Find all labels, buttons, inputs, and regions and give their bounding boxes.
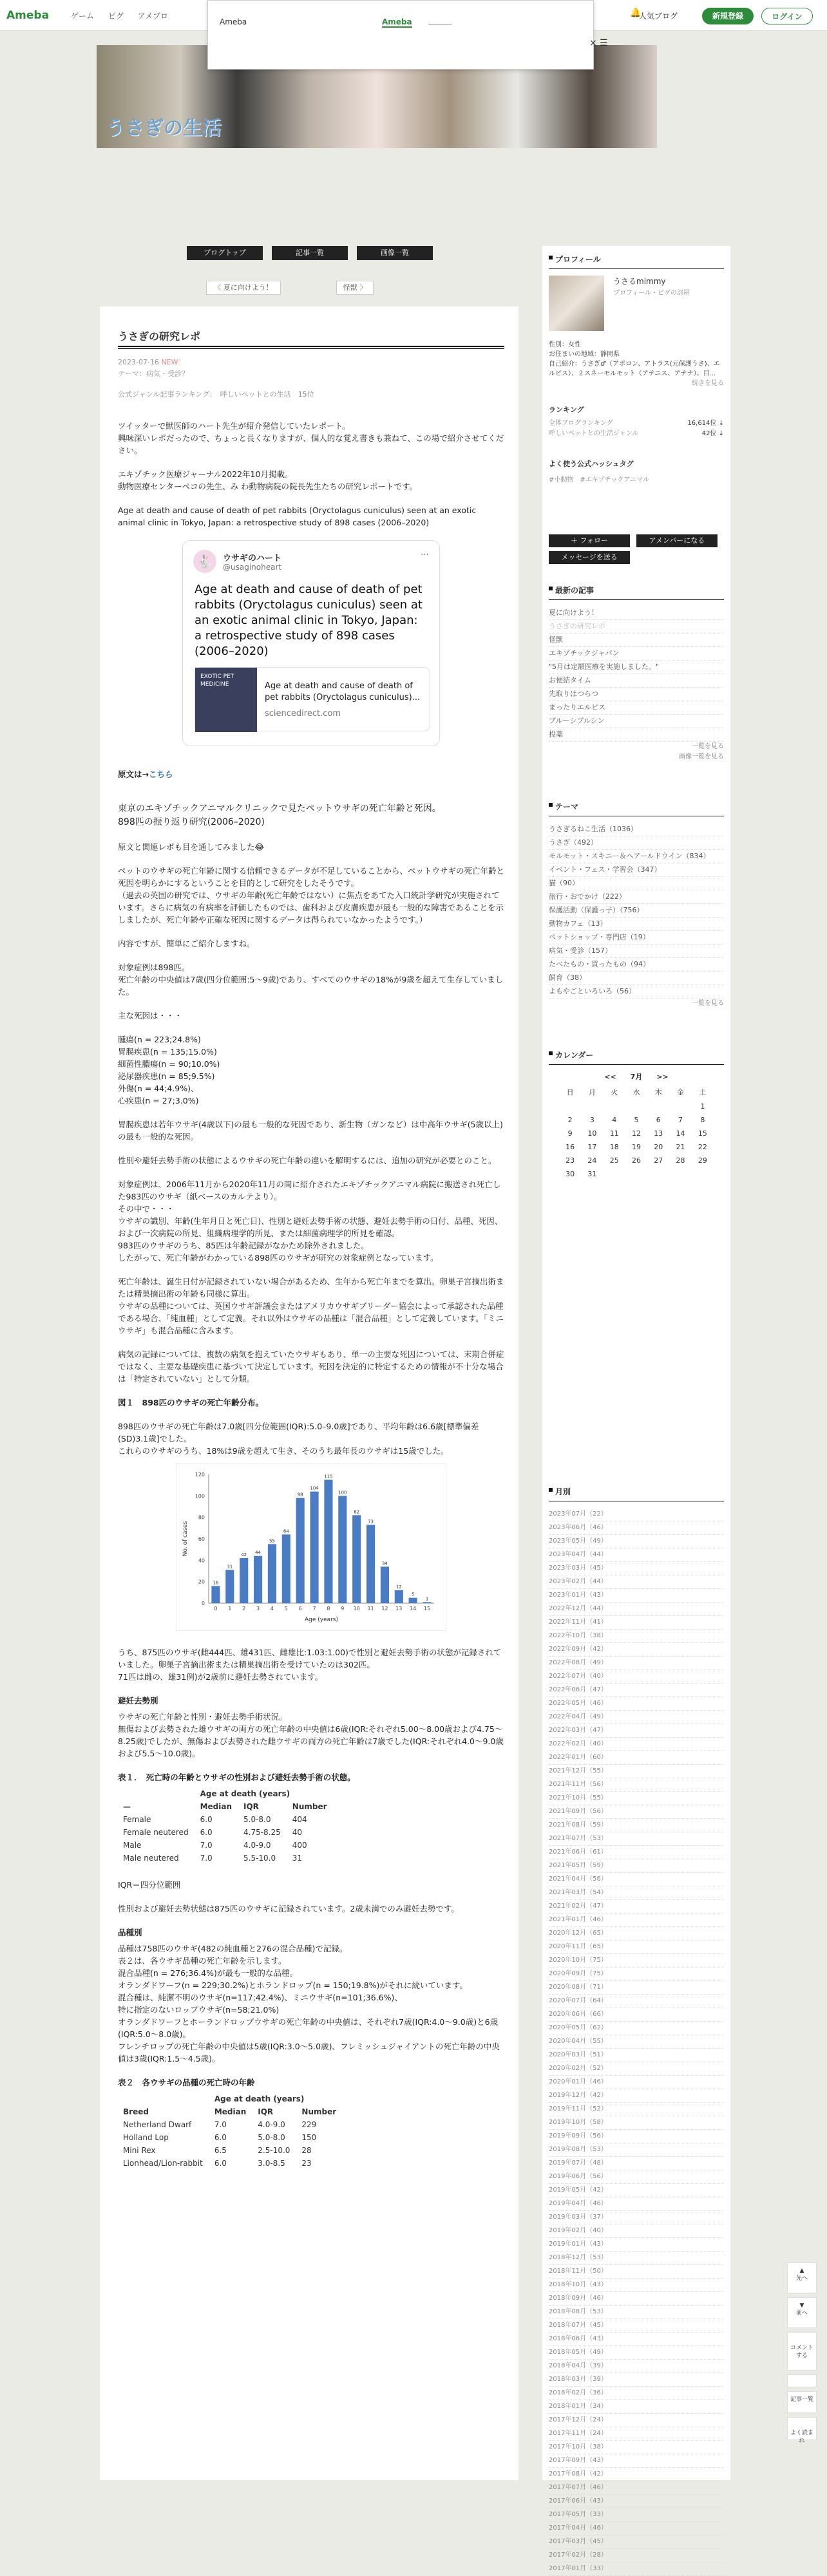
table-row: Holland Lop 6.0 5.0-8.0 150: [123, 2133, 317, 2142]
blog-toolbar: [187, 246, 457, 261]
body-paragraph: 病気の記録については、複数の病気を抱えていたウサギもあり、単一の主要な死因については、末期合併症ではなく、主要な基礎疾患に基づいて決定しています。死因を決定的に特定するための情報が不十分な場合は「特定されていない」として分類。: [118, 1349, 504, 1384]
bar: [381, 1566, 389, 1603]
body-paragraph: 内容ですが、簡単にご紹介しますね。: [118, 939, 255, 948]
article-theme: テーマ：病気・受診？: [118, 370, 189, 378]
archive-month-link[interactable]: 2020年03月（51）: [549, 2049, 724, 2062]
popular-rail-button[interactable]: よく読まれ: [787, 2417, 817, 2440]
register-button[interactable]: 新規登録: [702, 8, 754, 24]
x-tick-label: 2: [242, 1606, 246, 1612]
archive-month-link[interactable]: 2023年07月（22）: [549, 1508, 724, 1521]
archive-month-link[interactable]: 2021年10月（55）: [549, 1792, 724, 1805]
x-tick-label: 13: [395, 1606, 403, 1612]
archive-month-link[interactable]: 2019年08月（53）: [549, 2143, 724, 2157]
tweet-text: Age at death and cause of death of pet rabbits (Oryctolagus cuniculus) seen at an exotic animal clinic in Tokyo, Japan: a retrospective study of 898 cases (2006–2020): [195, 583, 423, 658]
read-more-link[interactable]: 続きを見る: [692, 380, 724, 387]
archive-month-link[interactable]: 2019年02月（40）: [549, 2224, 724, 2238]
figure-caption: 図１ 898匹のウサギの死亡年齢分布。: [118, 1398, 264, 1407]
archive-month-link[interactable]: 2019年03月（37）: [549, 2211, 724, 2224]
table-row: Female neutered 6.0 4.75-8.25 40: [123, 1828, 303, 1837]
x-tick-label: 10: [353, 1606, 360, 1612]
panel-tab-ameba-active[interactable]: Ameba: [382, 17, 412, 26]
archive-month-link[interactable]: 2022年06月（47）: [549, 1684, 724, 1697]
sidebar: [542, 246, 730, 2572]
archive-month-link[interactable]: 2023年03月（45）: [549, 1562, 724, 1575]
bar-value-label: 31: [227, 1564, 233, 1570]
table-row: Male 7.0 4.0-9.0 400: [123, 1841, 307, 1850]
archive-month-link[interactable]: 2023年04月（44）: [549, 1548, 724, 1562]
section-title: 月別: [549, 1486, 724, 1501]
article-column: [100, 306, 518, 2480]
section-title: プロフィール: [549, 254, 724, 269]
theme-link[interactable]: 病気・受診？: [146, 370, 189, 378]
body-paragraph: 死亡年齢は、誕生日付が記録されていない場合があるため、生年から死亡年までを算出。卵巣子宮摘出術または精巣摘出術の年齢も同様に算出。 ウサギの品種については、英国ウサギ評議会またはアメリカウサギブリーダー協会によって承認された品種である場合、「純血種」として定義。それ以外はウサギの品種は「混合品種」として定義しています。「ミニウサギ」も混合品種に含みます。: [118, 1277, 504, 1335]
table-header: IQR: [243, 1802, 259, 1811]
archive-month-link[interactable]: 2021年04月（56）: [549, 1873, 724, 1886]
journal-paragraph: エキゾチック医療ジャーナル2022年10月掲載。 動物医療センターペコの先生、み わ動物病院の院長先生たちの研究レポートです。: [118, 469, 417, 491]
bar: [268, 1544, 276, 1603]
body-paragraph: 品種は758匹のウサギ(482の純血種と276の混合品種)で記録。 表２は、各ウサギ品種の死亡年齢を示します。 混合品種(n = 276;36.4%)が最も一般的な品種。 オランダドワーフ(n = 229;30.2%)とホランドロップ(n = 150;19.8%)がそれに続いています。 混合種は、純潔不明のウサギ(n=117;42.4%)、ミニウサギ(n=101;36.6%)、 特に指定のないロップウサギ(n=58;21.0%) オランダドワーフとホーランドロップウサギの死亡年齢の中央値は、それぞれ7歳(IQR:4.0〜9.0歳)と6歳(IQR:5.0〜8.0歳)。 フレンチロップの死亡年齢の中央値は5歳(IQR:3.0〜5.0歳)、フレミッシュジャイアントの死亡年齢の中央値は3歳(IQR:1.5〜4.5歳)。: [118, 1944, 500, 2064]
archive-month-link[interactable]: 2017年10月（38）: [549, 2441, 724, 2454]
intro-paragraph: ツイッターで獣医師のハート先生が紹介発信していたレポート。 興味深いレポだったので、ちょっと長くなりますが、個人的な覚え書きも兼ねて、この場で紹介させてください。: [118, 421, 504, 455]
x-tick-label: 12: [381, 1606, 388, 1612]
title-rule: [118, 346, 504, 349]
archive-month-link[interactable]: 2018年12月（53）: [549, 2252, 724, 2265]
calendar-week[interactable]: 1: [700, 1102, 705, 1111]
archive-month-link[interactable]: 2017年09月（43）: [549, 2454, 724, 2468]
section-heading: 品種別: [118, 1928, 142, 1937]
table-row: Netherland Dwarf 7.0 4.0-9.0 229: [123, 2120, 317, 2129]
theme-more-link[interactable]: 一覧を見る: [692, 1000, 724, 1007]
monthly-list: [549, 1508, 724, 2576]
section-heading: 避妊去勢別: [118, 1696, 158, 1706]
archive-month-link[interactable]: 2017年02月（28）: [549, 2549, 724, 2562]
article-list-rail-button[interactable]: 記事一覧: [787, 2391, 817, 2413]
ranking-title: ランキング: [549, 406, 584, 414]
archive-month-link[interactable]: 2022年07月（40）: [549, 1670, 724, 1684]
bar-value-label: 12: [395, 1584, 402, 1590]
table-header: Number: [301, 2107, 337, 2116]
image-list-link[interactable]: 画像一覧を見る: [679, 753, 724, 760]
table-sex-neuter: [120, 1787, 336, 1865]
archive-month-link[interactable]: 2021年07月（53）: [549, 1832, 724, 1846]
login-button[interactable]: ログイン: [761, 8, 813, 24]
archive-month-link[interactable]: 2020年11月（65）: [549, 1941, 724, 1954]
bar: [240, 1558, 248, 1603]
archive-month-link[interactable]: 2022年12月（44）: [549, 1603, 724, 1616]
x-axis-label: Age (years): [304, 1617, 339, 1623]
archive-month-link[interactable]: 2019年11月（52）: [549, 2103, 724, 2116]
bar-value-label: 98: [297, 1492, 303, 1498]
archive-month-link[interactable]: 2022年08月（49）: [549, 1657, 724, 1670]
bar-value-label: 104: [310, 1485, 319, 1491]
archive-month-link[interactable]: 2018年11月（50）: [549, 2265, 724, 2279]
archive-month-link[interactable]: 2018年10月（43）: [549, 2279, 724, 2292]
archive-month-link[interactable]: 2021年03月（54）: [549, 1886, 724, 1900]
nav-game[interactable]: ゲーム: [71, 12, 95, 21]
section-title: 最新の記事: [549, 585, 724, 600]
body-paragraph: 性別や避妊去勢手術の状態によるウサギの死亡年齢の違いを解明するには、追加の研究が必要とのこと。: [118, 1156, 497, 1165]
bar: [352, 1515, 361, 1603]
embedded-tweet[interactable]: [182, 540, 440, 746]
ameba-dropdown-panel: [207, 0, 608, 70]
bar-value-label: 55: [269, 1538, 275, 1544]
y-tick-label: 40: [198, 1557, 205, 1564]
theme-list: [549, 823, 724, 999]
body-paragraph: 胃腸疾患は若年ウサギ(4歳以下)の最も一般的な死因であり、新生物（ガンなど）は中高年ウサギ(5歳以上)の最も一般的な死因。: [118, 1120, 503, 1142]
table-breed: [120, 2092, 345, 2170]
archive-month-link[interactable]: 2022年02月（40）: [549, 1738, 724, 1751]
list-item[interactable]: "5月は定額医療を実施しました。": [549, 661, 724, 674]
archive-month-link[interactable]: 2021年02月（47）: [549, 1900, 724, 1913]
calendar-grid: [559, 1084, 714, 1181]
calendar-section: [549, 1049, 724, 1181]
bar-value-label: 115: [324, 1474, 333, 1480]
iqr-note: IQR＝四分位範囲: [118, 1880, 181, 1890]
archive-month-link[interactable]: 2020年10月（75）: [549, 1954, 724, 1968]
tweet-avatar[interactable]: 🐇: [193, 550, 216, 573]
archive-month-link[interactable]: 2017年03月（45）: [549, 2535, 724, 2549]
bar: [211, 1586, 220, 1603]
archive-month-link[interactable]: 2020年07月（64）: [549, 1995, 724, 2008]
blog-title[interactable]: うさぎの生活: [106, 117, 222, 140]
archive-month-link[interactable]: 2019年12月（42）: [549, 2089, 724, 2103]
x-tick-label: 8: [327, 1606, 330, 1612]
y-tick-label: 60: [198, 1536, 205, 1542]
archive-month-link[interactable]: 2022年03月（47）: [549, 1724, 724, 1738]
chart-svg: [176, 1464, 447, 1631]
table-group-header: Age at death (years): [200, 1789, 290, 1798]
list-item[interactable]: 保護活動（保護っ子）（756）: [549, 904, 724, 917]
bar: [338, 1496, 347, 1603]
paper-title-paragraph: Age at death and cause of death of pet rabbits (Oryctolagus cuniculus) seen at an exotic animal clinic in Tokyo, Japan: a retrospective study of 898 cases (2006–2020): [118, 505, 477, 527]
calendar-weekdays: 日 月 火 水 木 金 土: [566, 1088, 707, 1096]
archive-month-link[interactable]: 2018年06月（43）: [549, 2333, 724, 2346]
card-site: sciencedirect.com: [265, 709, 341, 719]
list-item[interactable]: うさぎるねこ生活（1036）: [549, 823, 724, 836]
section-title: テーマ: [549, 801, 724, 816]
list-item[interactable]: 病気・受診（157）: [549, 945, 724, 958]
archive-month-link[interactable]: 2023年01月（43）: [549, 1589, 724, 1603]
body-paragraph: 対象症例は898匹。 死亡年齢の中央値は7歳(四分位範囲:5〜9歳)であり、すべてのウサギの18%が9歳を超えて生存していました。: [118, 963, 504, 997]
archive-month-link[interactable]: 2021年08月（59）: [549, 1819, 724, 1832]
table-header: IQR: [258, 2107, 274, 2116]
bar: [296, 1498, 305, 1603]
list-item[interactable]: 動物カフェ（13）: [549, 917, 724, 931]
bar: [225, 1570, 234, 1603]
list-item[interactable]: まったりエルピス: [549, 701, 724, 715]
y-tick-label: 20: [198, 1579, 205, 1585]
list-item[interactable]: 投薬: [549, 728, 724, 742]
table-caption: 表１． 死亡時の年齢とウサギの性別および避妊去勢手術の状態。: [118, 1772, 356, 1782]
archive-month-link[interactable]: 2018年01月（34）: [549, 2400, 724, 2414]
message-button[interactable]: メッセージを送る: [549, 551, 630, 564]
archive-month-link[interactable]: 2023年06月（46）: [549, 1521, 724, 1535]
share-icon[interactable]: [787, 2374, 817, 2387]
archive-month-link[interactable]: 2021年05月（59）: [549, 1859, 724, 1873]
menu-icon[interactable]: ☰: [600, 38, 608, 48]
list-item[interactable]: 先取りはつらつ: [549, 688, 724, 701]
archive-month-link[interactable]: 2018年09月（46）: [549, 2292, 724, 2306]
bell-icon[interactable]: 🔔: [630, 8, 642, 18]
tweet-handle[interactable]: @usaginoheart: [223, 563, 282, 572]
bar-value-label: 16: [213, 1580, 219, 1586]
archive-month-link[interactable]: 2018年04月（39）: [549, 2360, 724, 2373]
archive-month-link[interactable]: 2020年05月（62）: [549, 2022, 724, 2035]
archive-month-link[interactable]: 2022年04月（49）: [549, 1711, 724, 1724]
x-tick-label: 11: [367, 1606, 374, 1612]
genre-ranking[interactable]: 公式ジャンル記事ランキング： 呼しいペットとの生活 15位: [118, 390, 314, 399]
prev-article-button[interactable]: ▼ 前へ: [787, 2297, 817, 2328]
list-item[interactable]: 猫（90）: [549, 877, 724, 890]
x-tick-label: 3: [256, 1606, 260, 1612]
archive-month-link[interactable]: 2020年01月（46）: [549, 2076, 724, 2089]
floating-action-rail: [787, 2262, 817, 2444]
ranking-section: [549, 404, 724, 443]
bar: [395, 1590, 403, 1603]
body-paragraph: 主な死因は・・・: [118, 1011, 183, 1020]
list-item[interactable]: 怪獣: [549, 634, 724, 647]
hashtag-list[interactable]: #小動物 #エキゾチックアニマル: [549, 476, 649, 484]
bar-value-label: 42: [241, 1552, 247, 1557]
archive-month-link[interactable]: 2017年01月（33）: [549, 2562, 724, 2576]
profile-link[interactable]: プロフィール・ピグの部屋: [613, 290, 690, 297]
calendar-week[interactable]: 9 10 11 12 13 14 15: [567, 1129, 707, 1138]
archive-month-link[interactable]: 2018年07月（45）: [549, 2319, 724, 2333]
bar-value-label: 5: [411, 1592, 415, 1597]
list-item[interactable]: イベント・フェス・学習会（347）: [549, 863, 724, 877]
theme-section: [549, 801, 724, 1009]
list-item[interactable]: ペットショップ・専門店（19）: [549, 931, 724, 945]
x-tick-label: 0: [214, 1606, 218, 1612]
list-item[interactable]: モルモット・スキニー＆ヘアールドウイン（834）: [549, 850, 724, 863]
list-item[interactable]: お便結タイム: [549, 674, 724, 688]
bar: [366, 1525, 375, 1603]
archive-month-link[interactable]: 2021年01月（46）: [549, 1913, 724, 1927]
card-title: Age at death and cause of death of pet rabbits (Oryctolagus cuniculus)...: [265, 681, 421, 702]
body-paragraph: うち、875匹のウサギ(雌444匹、雄431匹、雌雄比:1.03:1.00)で性別と避妊去勢手術の状態が記録されていました。卵巣子宮摘出術または精巣摘出術を受けていたのは302匹。 71匹は雌の、雄31例)が2歳前に避妊去勢されています。: [118, 1648, 502, 1682]
archive-month-link[interactable]: 2017年05月（33）: [549, 2508, 724, 2522]
article-date: 2023-07-16 NEW！: [118, 358, 185, 366]
tweet-link-card[interactable]: [195, 667, 430, 731]
article-pager: [206, 281, 380, 295]
age-distribution-chart: [176, 1463, 446, 1631]
archive-month-link[interactable]: 2021年06月（61）: [549, 1846, 724, 1859]
body-paragraph: ペットのウサギの死亡年齢に関する信頼できるデータが不足していることから、ペットウサギの死亡年齢と死因を明らかにするということを目的として研究をしたそうです。 （過去の英国の研究では、ウサギの年齢(死亡年齢ではない）に焦点をあてた入口統計学研究が実施されています。さらに病気の有病率を評価したものでは、歯科および皮膚疾患が最も一般的な障害であることを示しましたが、死亡年齢や正確な死因に関するデータは得られていなかったようです。）: [118, 866, 505, 925]
archive-month-link[interactable]: 2021年11月（56）: [549, 1778, 724, 1792]
archive-month-link[interactable]: 2017年06月（43）: [549, 2495, 724, 2508]
x-tick-label: 4: [270, 1606, 274, 1612]
body-paragraph: ウサギの死亡年齢と性別・避妊去勢手術状況。 無傷および去勢された雄ウサギの両方の死亡年齢の中央値は6歳(IQR:それぞれ5.00〜8.00歳および4.75〜8.25歳)でしたが、無傷および去勢された雌ウサギの両方の死亡年齢は7歳でした(IQR:それぞれ4.0〜9.0歳および5.5〜10.0歳)。: [118, 1712, 504, 1758]
body-paragraph: 性別および避妊去勢状態は875匹のウサギに記録されています。2歳未満でのみ避妊去勢です。: [118, 1904, 459, 1913]
recent-section: [549, 585, 724, 762]
article-list-button[interactable]: 記事一覧: [272, 246, 348, 260]
x-tick-label: 15: [423, 1606, 431, 1612]
profile-avatar[interactable]: [549, 276, 604, 331]
source-line: 原文は→こちら: [118, 769, 173, 779]
list-item[interactable]: 夏に向けよう！: [549, 606, 724, 620]
tweet-author-name[interactable]: ウサギのハート: [223, 554, 282, 563]
table-header: Breed: [123, 2107, 149, 2116]
table-caption: 表２ 各ウサギの品種の死亡時の年齢: [118, 2078, 255, 2087]
comment-button[interactable]: コメントする: [787, 2332, 817, 2371]
section-title: カレンダー: [549, 1049, 724, 1065]
archive-month-link[interactable]: 2022年09月（42）: [549, 1643, 724, 1657]
body-paragraph: 対象症例は、2006年11月から2020年11月の間に紹介されたエキゾチックアニマル病院に搬送され死亡した983匹のウサギ（紙ベースのカルテより）。 その中で・・・ ウサギの識別、年齢(生年月日と死亡日)、性別と避妊去勢手術の状態、避妊去勢手術の日付、品種、死因、および一次病院の所見、組織病理学的所見、または細菌病理学的所見を確認。 983匹のウサギのうち、85匹は年齢記録がなかため除外されました。 したがって、死亡年齢がわかっている898匹のウサギが研究の対象症例となっています。: [118, 1180, 503, 1263]
calendar-week[interactable]: 2 3 4 5 6 7 8: [567, 1116, 705, 1124]
source-link[interactable]: こちら: [148, 769, 173, 779]
list-item[interactable]: よもやごといろいろ（56）: [549, 985, 724, 999]
global-nav: [71, 10, 180, 21]
bar: [254, 1556, 262, 1603]
archive-month-link[interactable]: 2018年02月（36）: [549, 2387, 724, 2400]
archive-month-link[interactable]: 2022年10月（38）: [549, 1630, 724, 1643]
bar-value-label: 100: [338, 1490, 347, 1496]
article: [118, 328, 504, 2184]
bar-value-label: 34: [381, 1561, 388, 1566]
nav-ameblo[interactable]: アメブロ: [137, 12, 168, 21]
close-icon[interactable]: ×: [589, 38, 597, 48]
bar: [324, 1480, 332, 1603]
archive-month-link[interactable]: 2020年04月（55）: [549, 2035, 724, 2049]
archive-month-link[interactable]: 2019年10月（58）: [549, 2116, 724, 2130]
archive-month-link[interactable]: 2017年12月（24）: [549, 2414, 724, 2427]
archive-month-link[interactable]: 2023年02月（44）: [549, 1575, 724, 1589]
list-item[interactable]: 飼育（38）: [549, 972, 724, 985]
archive-month-link[interactable]: 2018年05月（49）: [549, 2346, 724, 2360]
bar: [310, 1492, 319, 1603]
follow-button[interactable]: ＋ フォロー: [549, 534, 630, 547]
archive-month-link[interactable]: 2017年07月（46）: [549, 2481, 724, 2495]
archive-month-link[interactable]: 2017年11月（24）: [549, 2427, 724, 2441]
table-row: Male neutered 7.0 5.5-10.0 31: [123, 1854, 303, 1863]
nav-pigg[interactable]: ピグ: [108, 12, 124, 21]
table-row: Mini Rex 6.5 2.5-10.0 28: [123, 2146, 312, 2155]
table-row: Female 6.0 5.0-8.0 404: [123, 1815, 307, 1824]
table-row: Lionhead/Lion-rabbit 6.0 3.0-8.5 23: [123, 2159, 312, 2168]
profile-name[interactable]: うさるmimmy: [613, 277, 666, 286]
hashtag-section: [549, 458, 724, 484]
y-tick-label: 80: [198, 1514, 205, 1521]
archive-month-link[interactable]: 2019年05月（42）: [549, 2184, 724, 2197]
calendar-week[interactable]: 30 31: [566, 1170, 597, 1178]
y-tick-label: 0: [201, 1601, 205, 1606]
archive-month-link[interactable]: 2022年11月（41）: [549, 1616, 724, 1630]
x-tick-label: 5: [284, 1606, 288, 1612]
archive-month-link[interactable]: 2021年09月（56）: [549, 1805, 724, 1819]
archive-month-link[interactable]: 2020年06月（66）: [549, 2008, 724, 2022]
archive-month-link[interactable]: 2019年09月（56）: [549, 2130, 724, 2143]
bar-value-label: 82: [354, 1509, 360, 1515]
cause-list: 腫瘍(n = 223;24.8%) 胃腸疾患(n = 135;15.0%) 細菌性膿瘍(n = 90;10.0%) 泌尿器疾患(n = 85;9.5%) 外傷(n = 44;4.9%)、 心疾患(n = 27;3.0%): [118, 1035, 220, 1105]
table-header: —: [123, 1802, 131, 1811]
archive-month-link[interactable]: 2019年07月（48）: [549, 2157, 724, 2170]
y-tick-label: 120: [195, 1472, 205, 1478]
calendar-week[interactable]: 23 24 25 26 27 28 29: [566, 1156, 707, 1165]
article-heading: 東京のエキゾチックアニマルクリニックで見たペットウサギの死亡年齢と死因。 898匹の振り返り研究(2006–2020): [118, 804, 441, 827]
table-header: Number: [292, 1802, 327, 1811]
archive-month-link[interactable]: 2018年08月（53）: [549, 2306, 724, 2319]
table-group-header: Age at death (years): [214, 2094, 305, 2103]
recent-more-link[interactable]: 一覧を見る: [692, 743, 724, 750]
next-article-button[interactable]: ▲ 先へ: [787, 2262, 817, 2293]
new-badge: NEW！: [161, 358, 185, 366]
archive-month-link[interactable]: 2022年05月（46）: [549, 1697, 724, 1711]
amember-button[interactable]: アメンバーになる: [636, 534, 718, 547]
x-tick-label: 6: [298, 1606, 302, 1612]
archive-month-link[interactable]: 2020年08月（71）: [549, 1981, 724, 1995]
recent-list: [549, 606, 724, 742]
list-item[interactable]: たべたもの・買ったもの（94）: [549, 958, 724, 972]
bar-value-label: 44: [255, 1550, 261, 1556]
next-article-link[interactable]: 怪獣 〉: [336, 281, 374, 295]
bar: [423, 1602, 432, 1603]
hashtag-title: よく使う公式ハッシュタグ: [549, 460, 634, 468]
ameba-logo[interactable]: Ameba: [6, 9, 50, 22]
more-icon[interactable]: ⋯: [421, 550, 429, 559]
x-tick-label: 14: [410, 1606, 417, 1612]
archive-month-link[interactable]: 2019年04月（46）: [549, 2197, 724, 2211]
archive-month-link[interactable]: 2019年01月（43）: [549, 2238, 724, 2252]
bar-value-label: 1: [425, 1596, 429, 1602]
list-item[interactable]: うさぎ（492）: [549, 836, 724, 850]
calendar-week[interactable]: 16 17 18 19 20 21 22: [566, 1143, 707, 1151]
intro-note: 原文と関連レポも目を通してみました😂: [118, 842, 265, 852]
x-tick-label: 1: [228, 1606, 232, 1612]
article-title[interactable]: うさぎの研究レポ: [118, 330, 201, 343]
archive-month-link[interactable]: 2017年08月（42）: [549, 2468, 724, 2481]
list-item[interactable]: 旅行・おでかけ（222）: [549, 890, 724, 904]
table-header: Median: [214, 2107, 247, 2116]
bar-value-label: 64: [283, 1528, 289, 1534]
popular-blog-link[interactable]: 人気ブログ: [638, 12, 678, 21]
list-item[interactable]: うさぎの研究レポ: [549, 620, 724, 634]
x-tick-label: 9: [341, 1606, 345, 1612]
panel-tab-ameba[interactable]: Ameba: [220, 17, 247, 26]
ranking-row[interactable]: 呼しいペットとの生活ジャンル 42位 ↓: [549, 430, 724, 437]
archive-month-link[interactable]: 2020年12月（65）: [549, 1927, 724, 1941]
monthly-archive: [549, 1486, 724, 2576]
list-item[interactable]: エキゾチックジャパン: [549, 647, 724, 661]
bar-value-label: 73: [368, 1519, 374, 1525]
x-tick-label: 7: [312, 1606, 316, 1612]
calendar-month-nav[interactable]: << 7月 >>: [604, 1073, 669, 1081]
prev-article-link[interactable]: 〈 夏に向けよう！: [206, 281, 281, 295]
y-axis-label: No. of cases: [182, 1521, 189, 1557]
archive-month-link[interactable]: 2022年01月（60）: [549, 1751, 724, 1765]
journal-thumbnail: EXOTIC PET MEDICINE: [195, 668, 257, 732]
bar: [409, 1598, 417, 1603]
profile-info: 性別：女性 お住まいの地域：静岡県 自己紹介：うさぎ♂（アポロン、アトラス(元保護うさ)、エルピス）、２スネーモルモット（アテニス、アテナ）、目... 続きを見る: [549, 341, 724, 387]
image-list-button[interactable]: 画像一覧: [357, 246, 433, 260]
bar: [282, 1534, 290, 1603]
archive-month-link[interactable]: 2019年06月（56）: [549, 2170, 724, 2184]
y-tick-label: 100: [195, 1493, 205, 1500]
archive-month-link[interactable]: 2020年02月（52）: [549, 2062, 724, 2076]
archive-month-link[interactable]: 2017年04月（46）: [549, 2522, 724, 2535]
archive-month-link[interactable]: 2021年12月（55）: [549, 1765, 724, 1778]
archive-month-link[interactable]: 2018年03月（39）: [549, 2373, 724, 2387]
ranking-row[interactable]: 全体ブログランキング 16,614位 ↓: [549, 420, 724, 427]
list-item[interactable]: ブルーシブルシン: [549, 715, 724, 728]
figure-description: 898匹のウサギの死亡年齢は7.0歳[四分位範囲(IQR):5.0–9.0歳]であり、平均年齢は6.6歳[標準偏差(SD)3.1歳]でした。 これらのウサギのうち、18%は9歳を超えて生き、そのうち最年長のウサギは15歳でした。: [118, 1422, 479, 1456]
archive-month-link[interactable]: 2023年05月（49）: [549, 1535, 724, 1548]
archive-month-link[interactable]: 2020年09月（75）: [549, 1968, 724, 1981]
blog-top-button[interactable]: ブログトップ: [187, 246, 263, 260]
table-header: Median: [200, 1802, 232, 1811]
